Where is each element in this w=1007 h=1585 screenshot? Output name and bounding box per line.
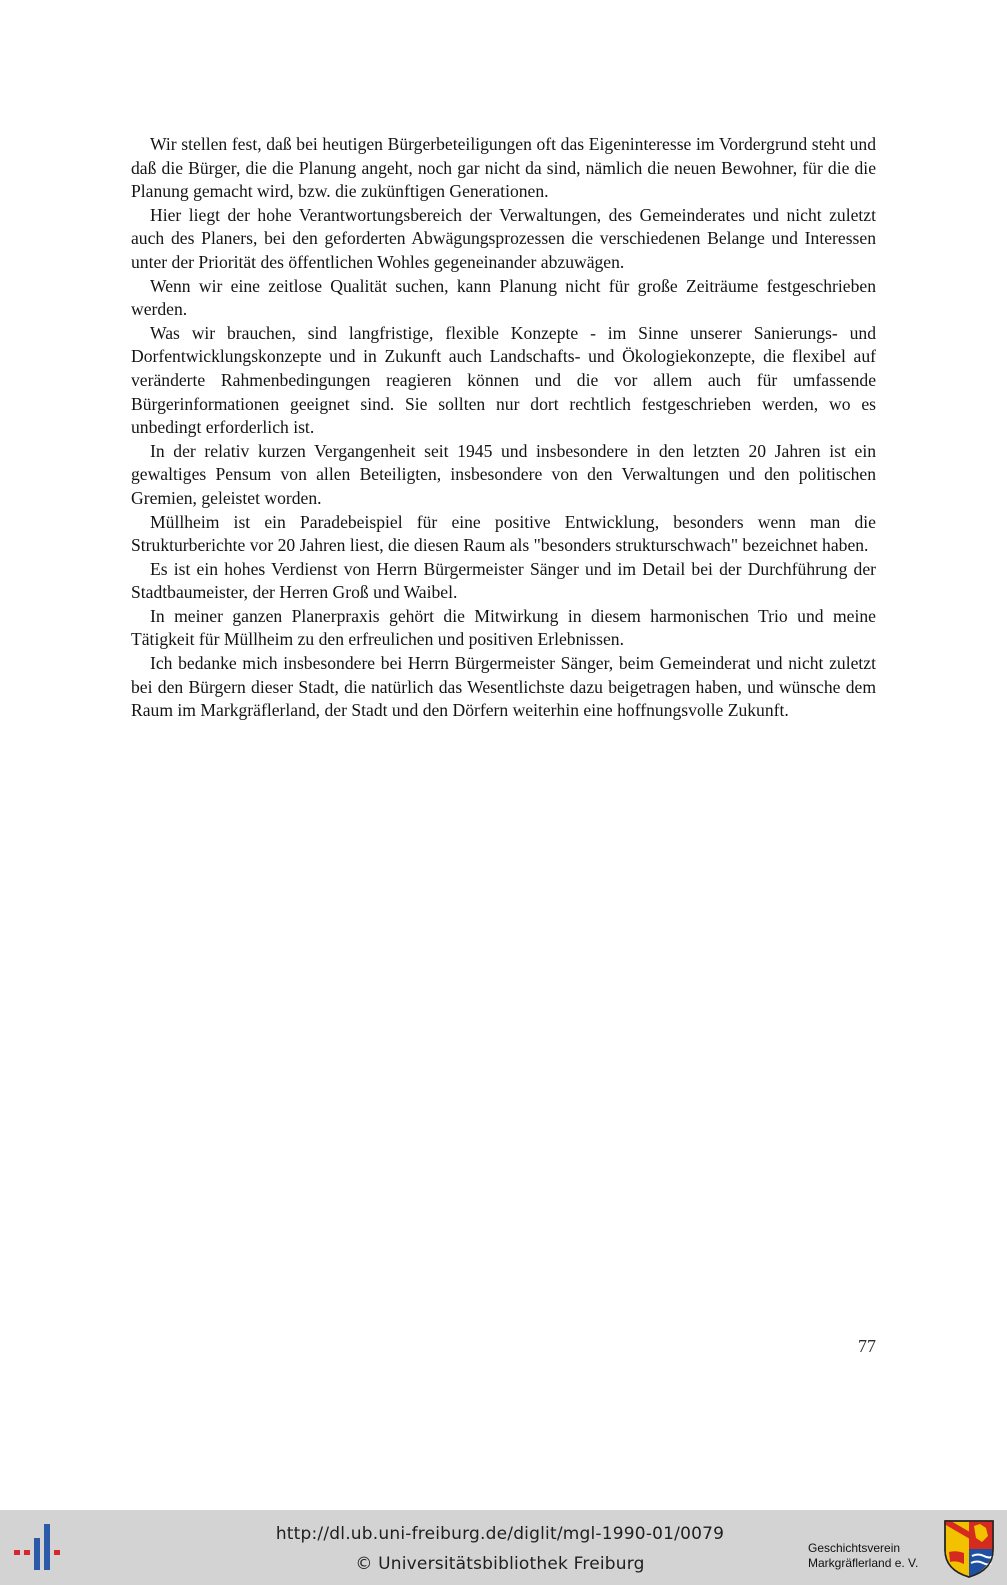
footer-url-link[interactable]: http://dl.ub.uni-freiburg.de/diglit/mgl-1990-01/0079: [275, 1524, 725, 1544]
paragraph: Was wir brauchen, sind langfristige, flexible Konzepte - im Sinne unserer Sanierungs- und Dorfentwicklungskonzepte und in Zukunft auch Landschafts- und Ökologiekonzepte, die flexibel auf veränderte Rahmenbedingungen reagieren können und die vor allem auch für umfassende Bürgerinformationen geeignet sind. Sie sollten nur dort rechtlich festgeschrieben werden, wo es unbedingt erforderlich ist.: [131, 322, 876, 438]
paragraph: Wenn wir eine zeitlose Qualität suchen, kann Planung nicht für große Zeiträume festgeschrieben werden.: [131, 275, 876, 320]
society-line1: Geschichtsverein: [808, 1541, 901, 1555]
footer-bar: [0, 1510, 1007, 1585]
paragraph: Es ist ein hohes Verdienst von Herrn Bürgermeister Sänger und im Detail bei der Durchführung der Stadtbaumeister, der Herren Groß und Waibel.: [131, 558, 876, 603]
coat-of-arms-icon: [944, 1520, 994, 1578]
paragraph: Wir stellen fest, daß bei heutigen Bürgerbeteiligungen oft das Eigeninteresse im Vordergrund steht und daß die Bürger, die die Planung angeht, noch gar nicht da sind, nämlich die neuen Bewohner, für die die Planung gemacht wird, bzw. die zukünftigen Generationen.: [131, 134, 876, 202]
paragraph: Hier liegt der hohe Verantwortungsbereich der Verwaltungen, des Gemeinderates und nicht zuletzt auch des Planers, bei den geforderten Abwägungsprozessen die verschiedenen Belange und Interessen unter der Priorität des öffentlichen Wohles gegeneinander abzuwägen.: [131, 204, 876, 272]
body-text: [131, 133, 876, 723]
society-line2: Markgräflerland e. V.: [808, 1556, 919, 1570]
page-number: 77: [858, 1336, 876, 1356]
paragraph: Ich bedanke mich insbesondere bei Herrn Bürgermeister Sänger, beim Gemeinderat und nicht zuletzt bei den Bürgern dieser Stadt, die natürlich das Wesentlichste dazu beigetragen haben, und wünsche dem Raum im Markgräflerland, der Stadt und den Dörfern weiterhin eine hoffnungsvolle Zukunft.: [131, 653, 876, 721]
ub-freiburg-logo-icon[interactable]: [14, 1524, 66, 1570]
society-name: [808, 1541, 938, 1571]
paragraph: In meiner ganzen Planerpraxis gehört die Mitwirkung in diesem harmonischen Trio und meine Tätigkeit für Müllheim zu den erfreulichen und positiven Erlebnissen.: [131, 605, 876, 650]
paragraph: In der relativ kurzen Vergangenheit seit 1945 und insbesondere in den letzten 20 Jahren ist ein gewaltiges Pensum von allen Beteiligten, insbesondere von den Verwaltungen und den politischen Gremien, geleistet worden.: [131, 440, 876, 508]
paragraph: Müllheim ist ein Paradebeispiel für eine positive Entwicklung, besonders wenn man die Strukturberichte vor 20 Jahren liest, die diesen Raum als "besonders strukturschwach" bezeichnet haben.: [131, 511, 876, 556]
footer-copyright: © Universitätsbibliothek Freiburg: [355, 1554, 645, 1574]
